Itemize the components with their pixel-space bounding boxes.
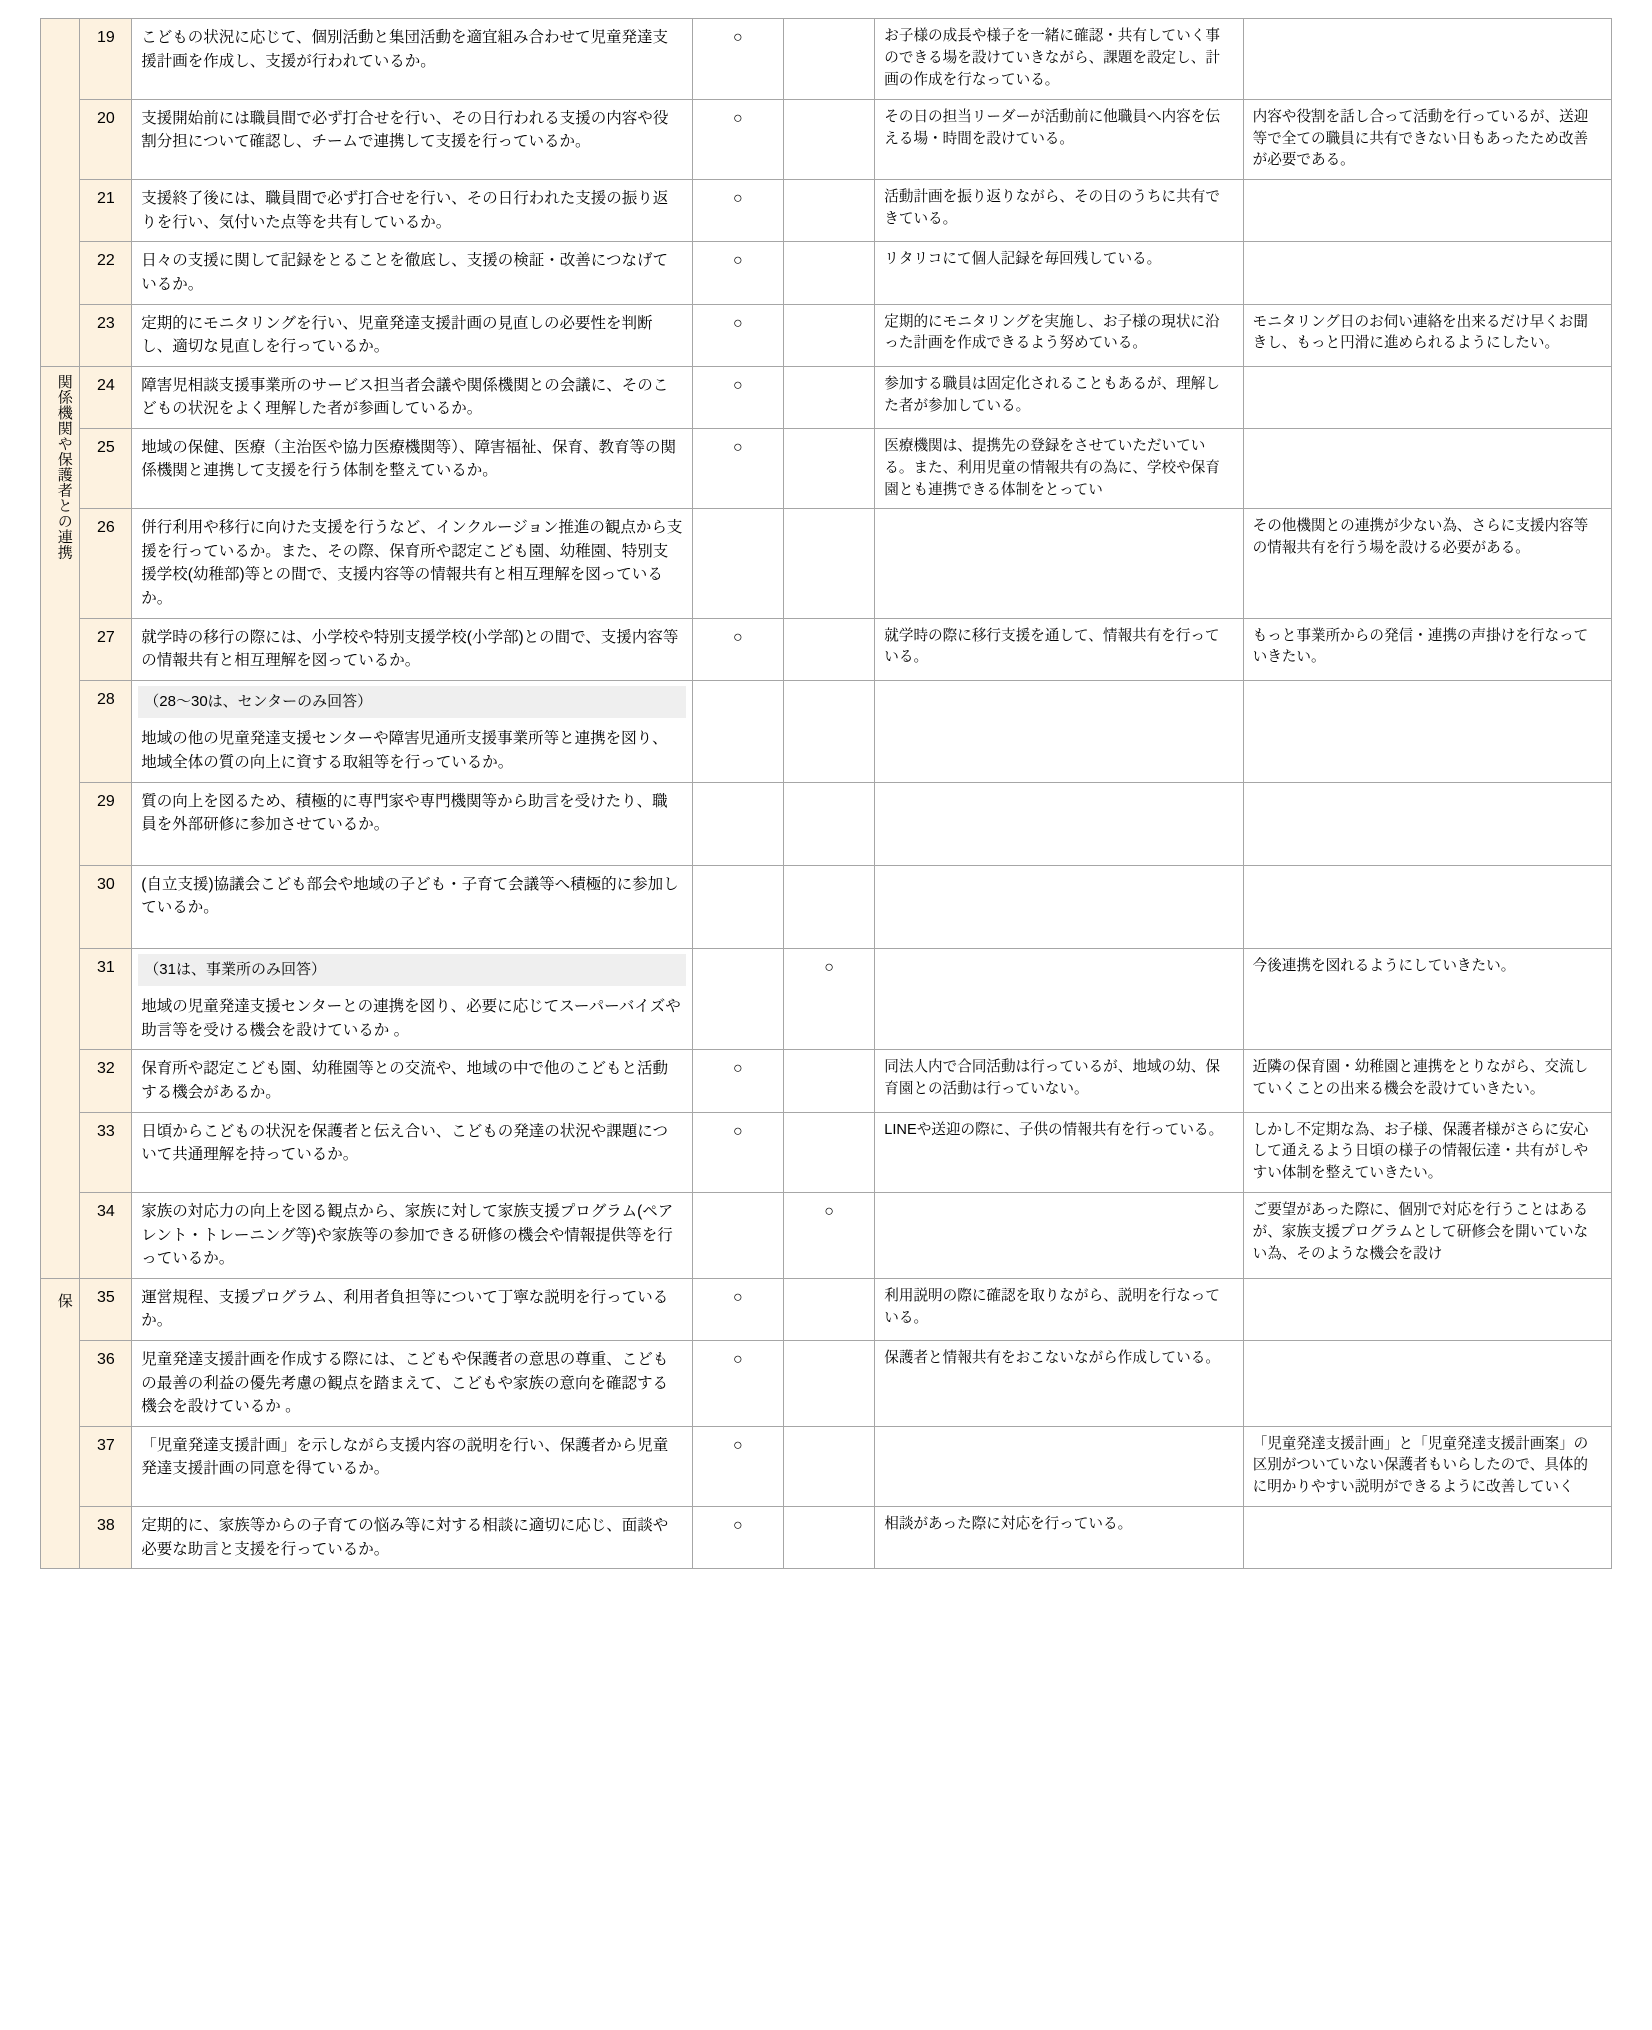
table-row	[41, 1426, 1612, 1507]
row-improvement	[1243, 19, 1611, 100]
table-row	[41, 1050, 1612, 1112]
row-current-state: 就学時の際に移行支援を通して、情報共有を行っている。	[875, 618, 1243, 680]
row-current-state	[875, 1193, 1243, 1279]
group-label-cell-1	[41, 19, 80, 367]
row-item: 併行利用や移行に向けた支援を行うなど、インクルージョン推進の観点から支援を行っているか。また、その際、保育所や認定こども園、幼稚園、特別支援学校(幼稚部)等との間で、支援内容等の情報共有と相互理解を図っているか。	[132, 509, 692, 618]
row-number: 23	[80, 304, 132, 366]
row-no-mark	[783, 180, 874, 242]
row-item: 「児童発達支援計画」を示しながら支援内容の説明を行い、保護者から児童発達支援計画の同意を得ているか。	[132, 1426, 692, 1507]
row-improvement: 「児童発達支援計画」と「児童発達支援計画案」の区別がついていない保護者もいらしたので、具体的に明かりやすい説明ができるように改善していく	[1243, 1426, 1611, 1507]
row-no-mark	[783, 1112, 874, 1193]
row-item: こどもの状況に応じて、個別活動と集団活動を適宜組み合わせて児童発達支援計画を作成し、支援が行われているか。	[132, 19, 692, 100]
row-number: 22	[80, 242, 132, 304]
row-yes-mark: ○	[692, 1507, 783, 1569]
table-row	[41, 680, 1612, 782]
row-current-state: その日の担当リーダーが活動前に他職員へ内容を伝える場・時間を設けている。	[875, 99, 1243, 180]
row-improvement: 近隣の保育園・幼稚園と連携をとりながら、交流していくことの出来る機会を設けていきたい。	[1243, 1050, 1611, 1112]
row-item: 支援開始前には職員間で必ず打合せを行い、その日行われる支援の内容や役割分担について確認し、チームで連携して支援を行っているか。	[132, 99, 692, 180]
row-yes-mark: ○	[692, 1340, 783, 1426]
row-current-state	[875, 680, 1243, 782]
row-yes-mark: ○	[692, 618, 783, 680]
row-number: 36	[80, 1340, 132, 1426]
row-current-state: 保護者と情報共有をおこないながら作成している。	[875, 1340, 1243, 1426]
row-improvement	[1243, 180, 1611, 242]
row-yes-mark	[692, 782, 783, 865]
row-current-state	[875, 782, 1243, 865]
table-row	[41, 1278, 1612, 1340]
table-row	[41, 1193, 1612, 1279]
row-number: 25	[80, 428, 132, 509]
row-number: 32	[80, 1050, 132, 1112]
row-yes-mark	[692, 948, 783, 1050]
row-yes-mark: ○	[692, 242, 783, 304]
row-no-mark	[783, 618, 874, 680]
row-improvement	[1243, 782, 1611, 865]
row-number: 37	[80, 1426, 132, 1507]
row-improvement: その他機関との連携が少ない為、さらに支援内容等の情報共有を行う場を設ける必要がある。	[1243, 509, 1611, 618]
row-improvement	[1243, 1278, 1611, 1340]
row-current-state: お子様の成長や様子を一緒に確認・共有していく事のできる場を設けていきながら、課題を設定し、計画の作成を行なっている。	[875, 19, 1243, 100]
row-improvement	[1243, 428, 1611, 509]
row-improvement: もっと事業所からの発信・連携の声掛けを行なっていきたい。	[1243, 618, 1611, 680]
row-current-state: 利用説明の際に確認を取りながら、説明を行なっている。	[875, 1278, 1243, 1340]
table-row	[41, 509, 1612, 618]
row-yes-mark: ○	[692, 428, 783, 509]
row-number: 19	[80, 19, 132, 100]
row-improvement: 今後連携を図れるようにしていきたい。	[1243, 948, 1611, 1050]
row-yes-mark	[692, 865, 783, 948]
row-yes-mark: ○	[692, 1278, 783, 1340]
table-row	[41, 865, 1612, 948]
row-yes-mark: ○	[692, 99, 783, 180]
row-no-mark	[783, 509, 874, 618]
row-item: 日々の支援に関して記録をとることを徹底し、支援の検証・改善につなげているか。	[132, 242, 692, 304]
row-item: 地域の保健、医療（主治医や協力医療機関等）、障害福祉、保育、教育等の関係機関と連携して支援を行う体制を整えているか。	[132, 428, 692, 509]
row-number: 34	[80, 1193, 132, 1279]
row-number: 21	[80, 180, 132, 242]
table-row	[41, 304, 1612, 366]
self-evaluation-table	[40, 18, 1612, 1569]
row-yes-mark: ○	[692, 1426, 783, 1507]
row-no-mark	[783, 242, 874, 304]
table-row	[41, 366, 1612, 428]
table-row	[41, 242, 1612, 304]
row-current-state	[875, 509, 1243, 618]
row-item: （28〜30は、センターのみ回答） 地域の他の児童発達支援センターや障害児通所支援事業所等と連携を図り、地域全体の質の向上に資する取組等を行っているか。	[132, 680, 692, 782]
table-row	[41, 99, 1612, 180]
row-current-state: 同法人内で合同活動は行っているが、地域の幼、保育園との活動は行っていない。	[875, 1050, 1243, 1112]
row-item: 支援終了後には、職員間で必ず打合せを行い、その日行われた支援の振り返りを行い、気付いた点等を共有しているか。	[132, 180, 692, 242]
group-label-cell-3	[41, 1278, 80, 1569]
row-no-mark	[783, 1507, 874, 1569]
row-yes-mark: ○	[692, 19, 783, 100]
row-yes-mark	[692, 1193, 783, 1279]
row-item: 障害児相談支援事業所のサービス担当者会議や関係機関との会議に、そのこどもの状況をよく理解した者が参画しているか。	[132, 366, 692, 428]
group-label-cell-2	[41, 366, 80, 1278]
row-item: 日頃からこどもの状況を保護者と伝え合い、こどもの発達の状況や課題について共通理解を持っているか。	[132, 1112, 692, 1193]
row-item: 質の向上を図るため、積極的に専門家や専門機関等から助言を受けたり、職員を外部研修に参加させているか。	[132, 782, 692, 865]
row-no-mark	[783, 680, 874, 782]
row-current-state: 医療機関は、提携先の登録をさせていただいている。また、利用児童の情報共有の為に、学校や保育園とも連携できる体制をとってい	[875, 428, 1243, 509]
row-no-mark	[783, 1050, 874, 1112]
row-no-mark: ○	[783, 1193, 874, 1279]
row-note: （31は、事業所のみ回答）	[138, 954, 685, 987]
row-no-mark	[783, 865, 874, 948]
table-row	[41, 19, 1612, 100]
row-current-state: LINEや送迎の際に、子供の情報共有を行っている。	[875, 1112, 1243, 1193]
row-yes-mark	[692, 509, 783, 618]
row-yes-mark	[692, 680, 783, 782]
row-yes-mark: ○	[692, 366, 783, 428]
table-row	[41, 1112, 1612, 1193]
table-row	[41, 948, 1612, 1050]
row-no-mark	[783, 99, 874, 180]
row-improvement: モニタリング日のお伺い連絡を出来るだけ早くお聞きし、もっと円滑に進められるようにしたい。	[1243, 304, 1611, 366]
row-improvement	[1243, 1507, 1611, 1569]
row-current-state: 定期的にモニタリングを実施し、お子様の現状に沿った計画を作成できるよう努めている。	[875, 304, 1243, 366]
row-current-state	[875, 865, 1243, 948]
row-current-state: 活動計画を振り返りながら、その日のうちに共有できている。	[875, 180, 1243, 242]
row-number: 31	[80, 948, 132, 1050]
row-item: （31は、事業所のみ回答） 地域の児童発達支援センターとの連携を図り、必要に応じてスーパーバイズや助言等を受ける機会を設けているか 。	[132, 948, 692, 1050]
table-row	[41, 1340, 1612, 1426]
row-improvement	[1243, 366, 1611, 428]
row-no-mark	[783, 1340, 874, 1426]
row-current-state: リタリコにて個人記録を毎回残している。	[875, 242, 1243, 304]
row-improvement	[1243, 1340, 1611, 1426]
row-no-mark	[783, 782, 874, 865]
row-no-mark	[783, 366, 874, 428]
row-improvement	[1243, 865, 1611, 948]
row-note: （28〜30は、センターのみ回答）	[138, 686, 685, 719]
row-improvement: 内容や役割を話し合って活動を行っているが、送迎等で全ての職員に共有できない日もあったため改善が必要である。	[1243, 99, 1611, 180]
row-number: 35	[80, 1278, 132, 1340]
row-no-mark	[783, 428, 874, 509]
group-label-text: 保	[55, 1293, 73, 1309]
row-improvement: しかし不定期な為、お子様、保護者様がさらに安心して通えるよう日頃の様子の情報伝達・共有がしやすい体制を整えていきたい。	[1243, 1112, 1611, 1193]
row-number: 29	[80, 782, 132, 865]
row-number: 38	[80, 1507, 132, 1569]
row-number: 20	[80, 99, 132, 180]
row-yes-mark: ○	[692, 1112, 783, 1193]
row-current-state	[875, 1426, 1243, 1507]
table-row	[41, 782, 1612, 865]
table-row	[41, 180, 1612, 242]
row-item: 運営規程、支援プログラム、利用者負担等について丁寧な説明を行っているか。	[132, 1278, 692, 1340]
row-no-mark	[783, 19, 874, 100]
row-item: 定期的にモニタリングを行い、児童発達支援計画の見直しの必要性を判断し、適切な見直しを行っているか。	[132, 304, 692, 366]
row-improvement	[1243, 680, 1611, 782]
row-no-mark	[783, 304, 874, 366]
row-item: 就学時の移行の際には、小学校や特別支援学校(小学部)との間で、支援内容等の情報共有と相互理解を図っているか。	[132, 618, 692, 680]
group-label-text: 関係機関や保護者との連携	[55, 373, 73, 560]
row-number: 30	[80, 865, 132, 948]
row-item: 児童発達支援計画を作成する際には、こどもや保護者の意思の尊重、こどもの最善の利益の優先考慮の観点を踏まえて、こどもや家族の意向を確認する機会を設けているか 。	[132, 1340, 692, 1426]
table-row	[41, 428, 1612, 509]
table-row	[41, 1507, 1612, 1569]
row-current-state	[875, 948, 1243, 1050]
row-item: 保育所や認定こども園、幼稚園等との交流や、地域の中で他のこどもと活動する機会があるか。	[132, 1050, 692, 1112]
row-item: 家族の対応力の向上を図る観点から、家族に対して家族支援プログラム(ペアレント・トレーニング等)や家族等の参加できる研修の機会や情報提供等を行っているか。	[132, 1193, 692, 1279]
row-number: 27	[80, 618, 132, 680]
row-current-state: 相談があった際に対応を行っている。	[875, 1507, 1243, 1569]
row-item: (自立支援)協議会こども部会や地域の子ども・子育て会議等へ積極的に参加しているか。	[132, 865, 692, 948]
row-number: 33	[80, 1112, 132, 1193]
row-yes-mark: ○	[692, 1050, 783, 1112]
row-item: 定期的に、家族等からの子育ての悩み等に対する相談に適切に応じ、面談や必要な助言と支援を行っているか。	[132, 1507, 692, 1569]
row-no-mark	[783, 1278, 874, 1340]
row-no-mark	[783, 1426, 874, 1507]
row-improvement	[1243, 242, 1611, 304]
row-yes-mark: ○	[692, 180, 783, 242]
row-no-mark: ○	[783, 948, 874, 1050]
row-number: 24	[80, 366, 132, 428]
table-row	[41, 618, 1612, 680]
row-improvement: ご要望があった際に、個別で対応を行うことはあるが、家族支援プログラムとして研修会を開いていない為、そのような機会を設け	[1243, 1193, 1611, 1279]
row-current-state: 参加する職員は固定化されることもあるが、理解した者が参加している。	[875, 366, 1243, 428]
row-number: 28	[80, 680, 132, 782]
row-yes-mark: ○	[692, 304, 783, 366]
row-number: 26	[80, 509, 132, 618]
